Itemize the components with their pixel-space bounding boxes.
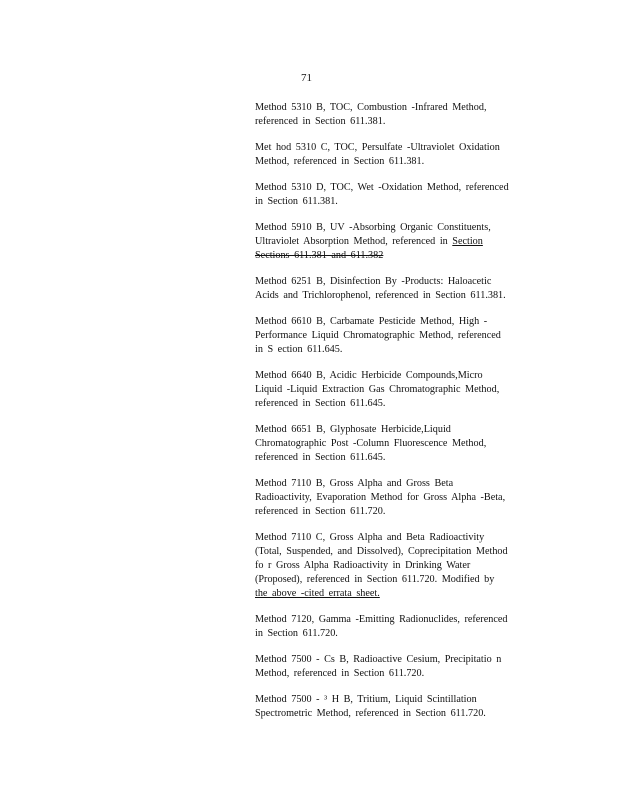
inserted-text: the above -cited errata sheet. bbox=[255, 588, 380, 599]
page-number: 71 bbox=[301, 72, 312, 84]
method-entry-6251b bbox=[255, 275, 539, 303]
entry-line: fo r Gross Alpha Radioactivity in Drinking Water bbox=[255, 560, 471, 571]
deleted-text: Sections 611.381 and 611.382 bbox=[255, 250, 384, 261]
entry-line: referenced in Section 611.645. bbox=[255, 452, 386, 463]
entry-line: Method, referenced in Section 611.720. bbox=[255, 668, 425, 679]
method-entry-5310d bbox=[255, 181, 539, 209]
entry-line: Spectrometric Method, referenced in Section 611.720. bbox=[255, 708, 486, 719]
method-entry-5310c bbox=[255, 141, 539, 169]
entry-line: Method 7110 C, Gross Alpha and Beta Radioactivity bbox=[255, 532, 485, 543]
entry-line: Method 7500 - Cs B, Radioactive Cesium, Precipitatio n bbox=[255, 654, 502, 665]
entry-line: Method 6251 B, Disinfection By -Products: Haloacetic bbox=[255, 276, 492, 287]
method-entry-7110b bbox=[255, 477, 539, 519]
method-entry-6640b bbox=[255, 369, 539, 411]
entry-line: Met hod 5310 C, TOC, Persulfate -Ultraviolet Oxidation bbox=[255, 142, 500, 153]
method-entry-7500-3h-b bbox=[255, 693, 539, 721]
entry-line: in Section 611.720. bbox=[255, 628, 338, 639]
entry-line: Liquid -Liquid Extraction Gas Chromatographic Method, bbox=[255, 384, 500, 395]
entry-line: Method 6610 B, Carbamate Pesticide Method, High - bbox=[255, 316, 488, 327]
entry-line: Method 5310 D, TOC, Wet -Oxidation Method, referenced bbox=[255, 182, 509, 193]
method-entry-6610b bbox=[255, 315, 539, 357]
method-entry-7120 bbox=[255, 613, 539, 641]
entry-line: in S ection 611.645. bbox=[255, 344, 343, 355]
entry-line: Method 7110 B, Gross Alpha and Gross Beta bbox=[255, 478, 454, 489]
entry-line: Method 7120, Gamma -Emitting Radionuclides, referenced bbox=[255, 614, 508, 625]
entry-line: Method 6640 B, Acidic Herbicide Compounds,Micro bbox=[255, 370, 483, 381]
entry-line: (Total, Suspended, and Dissolved), Coprecipitation Method bbox=[255, 546, 508, 557]
entry-line-text: Ultraviolet Absorption Method, referenced in bbox=[255, 236, 448, 247]
entry-line: referenced in Section 611.645. bbox=[255, 398, 386, 409]
entry-line: Performance Liquid Chromatographic Method, referenced bbox=[255, 330, 501, 341]
method-reference-list bbox=[255, 101, 539, 733]
method-entry-7500-cs-b bbox=[255, 653, 539, 681]
entry-line bbox=[255, 235, 539, 249]
entry-line: Chromatographic Post -Column Fluorescence Method, bbox=[255, 438, 487, 449]
entry-line: Method, referenced in Section 611.381. bbox=[255, 156, 425, 167]
entry-line: Method 5910 B, UV -Absorbing Organic Constituents, bbox=[255, 222, 491, 233]
entry-line: Method 7500 - ³ H B, Tritium, Liquid Scintillation bbox=[255, 694, 477, 705]
method-entry-5910b bbox=[255, 221, 539, 263]
entry-line: referenced in Section 611.720. bbox=[255, 506, 386, 517]
method-entry-6651b bbox=[255, 423, 539, 465]
entry-line: Method 6651 B, Glyphosate Herbicide,Liquid bbox=[255, 424, 451, 435]
entry-line: Radioactivity, Evaporation Method for Gross Alpha -Beta, bbox=[255, 492, 506, 503]
entry-line: (Proposed), referenced in Section 611.720. Modified by bbox=[255, 574, 495, 585]
entry-line: in Section 611.381. bbox=[255, 196, 338, 207]
inserted-text: Section bbox=[452, 236, 483, 247]
method-entry-5310b bbox=[255, 101, 539, 129]
entry-line: referenced in Section 611.381. bbox=[255, 116, 386, 127]
entry-line: Method 5310 B, TOC, Combustion -Infrared Method, bbox=[255, 102, 487, 113]
method-entry-7110c bbox=[255, 531, 539, 601]
entry-line: Acids and Trichlorophenol, referenced in Section 611.381. bbox=[255, 290, 506, 301]
